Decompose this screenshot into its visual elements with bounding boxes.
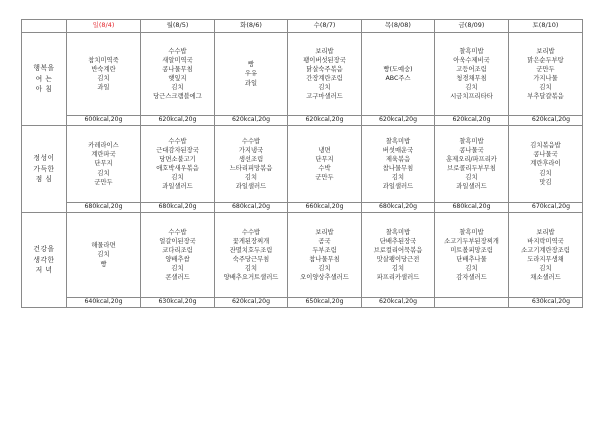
lunch-kcal-day-5: 680kcal,20g	[435, 203, 509, 213]
lunch-menu-day-2	[215, 126, 288, 203]
dinner-menu-day-6	[509, 213, 583, 298]
dish-item: 얼갈이된장국	[159, 237, 196, 245]
dish-item: 콩나물무침	[162, 65, 193, 73]
dish-item: 맑은순두부탕	[527, 56, 564, 64]
dish-item: 수수밥	[168, 137, 187, 145]
dinner-menu-day-5	[435, 213, 509, 298]
dish-item: 김치	[244, 265, 258, 273]
dish-item: 간장계란조림	[306, 75, 343, 82]
day-header-fri: 금(8/09)	[435, 20, 509, 33]
dinner-row	[22, 213, 583, 298]
dish-item: 애호박새우볶음	[156, 165, 199, 172]
dish-item: 보리밥	[536, 47, 555, 55]
dish-item: 군만두	[94, 178, 113, 186]
dinner-menu-day-1	[141, 213, 215, 298]
dish-item: 부추달걀볶음	[527, 93, 564, 101]
dish-item: 바지락미역국	[527, 237, 564, 245]
meal-label-line: 여 는	[35, 74, 53, 83]
dish-item: 김치	[171, 84, 184, 92]
breakfast-menu-day-5	[435, 33, 509, 116]
dish-item: 콩나물국	[459, 146, 484, 154]
dish-item: 브로컬리어묵볶음	[373, 246, 423, 254]
dish-item: 수수밥	[241, 137, 261, 145]
dish-item: 양배추쌈	[165, 256, 190, 263]
dish-item: 소고기계란장조림	[521, 246, 570, 254]
dish-item: 두부조림	[312, 246, 337, 254]
dish-item: 찰흑미밥	[385, 228, 411, 236]
dish-item: 잔멸치호두조림	[229, 246, 273, 254]
dish-item: 양배추요거트샐러드	[223, 274, 279, 282]
dish-item: 단배추된장국	[379, 237, 417, 245]
dinner-kcal-day-4: 620kcal,20g	[362, 298, 435, 308]
dish-item: 소고기두부된장찌개	[444, 237, 499, 245]
meal-label-line: 생각한	[33, 255, 55, 264]
lunch-kcal-day-3: 660kcal,20g	[288, 203, 362, 213]
dish-item: 새알미역국	[162, 56, 193, 64]
dish-item: 참나물무침	[382, 165, 414, 172]
dish-item: 햇잎지	[168, 75, 187, 82]
dinner-label	[22, 213, 67, 308]
day-header-thu: 목(8/08)	[362, 20, 435, 33]
dish-item: 과일	[97, 84, 110, 92]
dinner-menu-day-0	[67, 213, 141, 298]
dish-item: 콘샐러드	[165, 274, 190, 282]
dish-item: 김치	[539, 169, 552, 177]
dinner-kcal-day-0: 640kcal,20g	[67, 298, 141, 308]
meal-label-line: 건강을	[33, 244, 55, 253]
meal-label-line: 저 녁	[35, 266, 53, 275]
dish-item: 파프리카샐러드	[376, 274, 420, 282]
dish-item: 수수밥	[168, 47, 187, 55]
dish-item: 당근스크램블에그	[153, 93, 202, 101]
dish-item: 보리밥	[536, 228, 555, 236]
dish-item: 김치	[318, 84, 331, 92]
dish-item: 김치	[97, 75, 110, 82]
dish-item: 김치	[391, 174, 405, 182]
meal-label-line: 점 심	[35, 175, 53, 184]
dish-item: 느타리피망볶음	[229, 165, 273, 172]
dish-item: 버섯매운국	[382, 146, 414, 154]
breakfast-kcal-day-2: 620kcal,20g	[215, 116, 288, 126]
breakfast-kcal-day-3: 620kcal,20g	[288, 116, 362, 126]
dish-item: 김치	[465, 265, 478, 273]
dinner-kcal-day-3: 650kcal,20g	[288, 298, 362, 308]
meal-label-line: 가득한	[33, 164, 55, 173]
dish-item: 곰국	[318, 237, 331, 245]
dinner-kcal-day-2: 620kcal,20g	[215, 298, 288, 308]
dish-item: 단배추나물	[456, 256, 487, 263]
dish-item: 훈제오리/파프리카	[446, 155, 497, 163]
lunch-kcal-day-2: 680kcal,20g	[215, 203, 288, 213]
day-header-sun: 일(8/4)	[67, 20, 141, 33]
dish-item: 시금치프리타타	[450, 93, 493, 101]
dinner-menu-day-2	[215, 213, 288, 298]
dish-item: 코다리조림	[162, 246, 193, 254]
dish-item: 과일샐러드	[235, 183, 267, 191]
dish-item: 찰흑미밥	[459, 47, 484, 55]
lunch-menu-day-3	[288, 126, 362, 203]
dish-item: 당면소불고기	[159, 155, 196, 163]
breakfast-menu-day-0	[67, 33, 141, 116]
dish-item: 김치	[171, 174, 184, 182]
dinner-kcal-day-5	[435, 298, 509, 308]
dish-item: 반숙계란	[91, 65, 116, 73]
lunch-kcal-day-6: 670kcal,20g	[509, 203, 583, 213]
breakfast-menu-day-6	[509, 33, 583, 116]
day-header-tue: 화(8/6)	[215, 20, 288, 33]
dish-item: 수수밥	[241, 228, 261, 236]
dish-item: 찰흑미밥	[459, 137, 484, 145]
dish-item: 과일샐러드	[162, 183, 193, 191]
dish-item: 빵(도예숭)	[383, 65, 413, 73]
dish-item: 팽이버섯된장국	[303, 56, 346, 64]
dish-item: 채소샐러드	[530, 274, 561, 282]
dish-item: 고등어조림	[456, 65, 487, 73]
dish-item: 군만두	[536, 65, 555, 73]
lunch-menu-day-4	[362, 126, 435, 203]
breakfast-menu-day-1	[141, 33, 215, 116]
dish-item: 보리밥	[315, 228, 334, 236]
dish-item: 생선조림	[238, 155, 264, 163]
dish-item: 콩나물국	[533, 151, 558, 159]
dish-item: 꽃게된장찌개	[232, 237, 270, 245]
dish-item: 김치	[318, 265, 331, 273]
dish-item: 닭살숙주볶음	[306, 65, 343, 73]
dish-item: 아욱수제비국	[453, 56, 490, 64]
dish-item: 계란후라이	[530, 160, 561, 168]
dish-item: 제육볶음	[385, 155, 411, 163]
header-corner	[22, 20, 67, 33]
dish-item: 고구마샐러드	[306, 93, 343, 101]
dinner-kcal-day-1: 630kcal,20g	[141, 298, 215, 308]
breakfast-kcal-day-0: 600kcal,20g	[67, 116, 141, 126]
dish-item: 냉면	[318, 146, 331, 154]
breakfast-kcal-day-5: 620kcal,20g	[435, 116, 509, 126]
dish-item: 김치	[97, 169, 110, 177]
dish-item: 해물라면	[91, 242, 116, 250]
dish-item: 참치미역죽	[88, 56, 119, 64]
lunch-kcal-day-1: 680kcal,20g	[141, 203, 215, 213]
dish-item: 김치	[539, 265, 552, 273]
lunch-menu-day-6	[509, 126, 583, 203]
day-header-row	[22, 20, 583, 33]
dinner-menu-day-3	[288, 213, 362, 298]
dish-item: 청경채무침	[456, 75, 487, 82]
lunch-menu-day-0	[67, 126, 141, 203]
breakfast-kcal-row	[22, 116, 583, 126]
breakfast-menu-day-3	[288, 33, 362, 116]
dish-item: 미트볼피망조림	[450, 246, 493, 254]
dish-item: 참나물무침	[309, 256, 340, 263]
dish-item: 우유	[244, 70, 258, 78]
breakfast-menu-day-2	[215, 33, 288, 116]
dish-item: 브로콜리두부무침	[447, 165, 496, 172]
dish-item: 빵	[247, 61, 255, 69]
dish-item: 맛김	[539, 178, 552, 186]
lunch-row	[22, 126, 583, 203]
dish-item: 근대감자된장국	[156, 146, 199, 154]
dish-item: 단무지	[315, 155, 334, 163]
lunch-kcal-row	[22, 203, 583, 213]
breakfast-kcal-day-6: 620kcal,20g	[509, 116, 583, 126]
dish-item: 단무지	[94, 160, 113, 168]
lunch-kcal-day-4: 680kcal,20g	[362, 203, 435, 213]
dish-item: 숙주당근무침	[232, 256, 270, 263]
dish-item: 군만두	[315, 174, 334, 182]
dish-item: 김치	[465, 174, 478, 182]
dish-item: 과일샐러드	[382, 183, 414, 191]
dish-item: 수수밥	[168, 228, 187, 236]
dish-item: 찰흑미밥	[459, 228, 484, 236]
dish-item: 김치	[539, 84, 552, 92]
breakfast-row	[22, 33, 583, 116]
dish-item: 김치	[391, 265, 405, 273]
meal-label-line: 행복을	[33, 63, 55, 72]
dish-item: 보리밥	[315, 47, 334, 55]
day-header-sat: 토(8/10)	[509, 20, 583, 33]
lunch-menu-day-5	[435, 126, 509, 203]
meal-label-line: 정성이	[33, 153, 55, 162]
dish-item: 김치	[97, 251, 110, 259]
dish-item: ABC주스	[385, 75, 411, 82]
dinner-menu-day-4	[362, 213, 435, 298]
lunch-label	[22, 126, 67, 213]
lunch-kcal-day-0: 680kcal,20g	[67, 203, 141, 213]
dish-item: 가지냉국	[238, 146, 264, 154]
lunch-menu-day-1	[141, 126, 215, 203]
dish-item: 과일	[244, 79, 258, 87]
dish-item: 찰흑미밥	[385, 137, 411, 145]
dish-item: 김치	[171, 265, 184, 273]
meal-body	[22, 33, 583, 308]
weekly-meal-table	[21, 19, 583, 308]
dish-item: 수박	[318, 165, 331, 172]
dish-item: 카레라이스	[88, 142, 119, 150]
dish-item: 계란파국	[91, 151, 116, 159]
breakfast-menu-day-4	[362, 33, 435, 116]
dish-item: 감자샐러드	[456, 274, 487, 282]
dish-item: 김치볶음밥	[530, 142, 561, 150]
dish-item: 과일샐러드	[456, 183, 487, 191]
meal-label-line: 아 침	[35, 85, 53, 94]
day-header-mon: 월(8/5)	[141, 20, 215, 33]
dish-item: 오이양상추샐러드	[300, 274, 349, 282]
dinner-kcal-row	[22, 298, 583, 308]
dish-item: 가지나물	[533, 75, 558, 82]
dinner-kcal-day-6: 630kcal,20g	[509, 298, 583, 308]
dish-item: 맛살팽이당근전	[376, 256, 420, 263]
day-header-wed: 수(8/7)	[288, 20, 362, 33]
breakfast-kcal-day-4: 620kcal,20g	[362, 116, 435, 126]
dish-item: 도라지무생채	[527, 256, 564, 263]
breakfast-label	[22, 33, 67, 126]
dish-item: 김치	[244, 174, 258, 182]
breakfast-kcal-day-1: 620kcal,20g	[141, 116, 215, 126]
dish-item: 빵	[100, 260, 107, 268]
dish-item: 김치	[465, 84, 478, 92]
